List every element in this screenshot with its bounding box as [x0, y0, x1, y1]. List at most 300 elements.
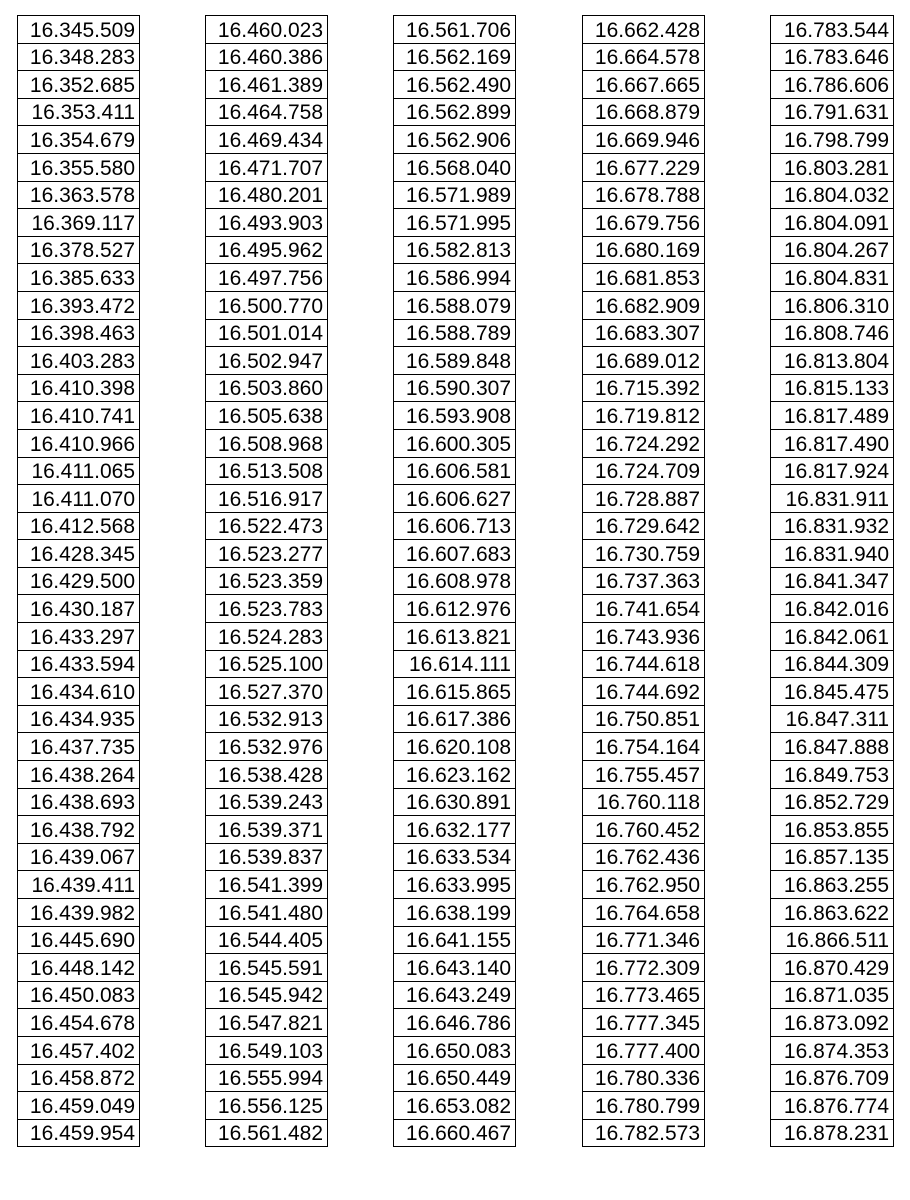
number-cell: 16.438.693 — [18, 788, 140, 816]
number-cell: 16.459.049 — [18, 1092, 140, 1120]
number-cell: 16.606.627 — [394, 485, 516, 513]
table-row — [583, 595, 705, 623]
number-cell: 16.786.606 — [771, 71, 894, 99]
number-cell: 16.501.014 — [206, 319, 328, 347]
table-row — [583, 457, 705, 485]
number-cell: 16.411.070 — [18, 485, 140, 513]
table-row — [18, 1009, 140, 1037]
number-cell: 16.633.995 — [394, 871, 516, 899]
table-row — [583, 264, 705, 292]
number-cell: 16.682.909 — [583, 291, 705, 319]
table-row — [771, 402, 894, 430]
number-cell: 16.678.788 — [583, 181, 705, 209]
table-row — [18, 623, 140, 651]
table-row — [394, 650, 516, 678]
number-cell: 16.643.140 — [394, 954, 516, 982]
table-row — [394, 871, 516, 899]
number-column-3 — [393, 15, 516, 1147]
number-cell: 16.606.713 — [394, 512, 516, 540]
table-row — [583, 209, 705, 237]
number-cell: 16.737.363 — [583, 567, 705, 595]
number-cell: 16.403.283 — [18, 347, 140, 375]
number-cell: 16.562.490 — [394, 71, 516, 99]
table-row — [18, 402, 140, 430]
table-row — [394, 236, 516, 264]
number-cell: 16.664.578 — [583, 43, 705, 71]
number-cell: 16.728.887 — [583, 485, 705, 513]
table-row — [18, 457, 140, 485]
number-cell: 16.600.305 — [394, 429, 516, 457]
table-row — [18, 43, 140, 71]
table-row — [206, 153, 328, 181]
table-row — [771, 181, 894, 209]
number-cell: 16.461.389 — [206, 71, 328, 99]
number-cell: 16.852.729 — [771, 788, 894, 816]
table-row — [18, 540, 140, 568]
table-row — [394, 485, 516, 513]
number-cell: 16.523.277 — [206, 540, 328, 568]
table-row — [394, 954, 516, 982]
number-cell: 16.527.370 — [206, 678, 328, 706]
number-cell: 16.433.594 — [18, 650, 140, 678]
table-row — [394, 209, 516, 237]
number-cell: 16.505.638 — [206, 402, 328, 430]
number-cell: 16.412.568 — [18, 512, 140, 540]
table-row — [18, 153, 140, 181]
number-cell: 16.653.082 — [394, 1092, 516, 1120]
number-cell: 16.454.678 — [18, 1009, 140, 1037]
number-cell: 16.638.199 — [394, 899, 516, 927]
table-row — [394, 347, 516, 375]
number-column-1 — [17, 15, 140, 1147]
number-cell: 16.773.465 — [583, 981, 705, 1009]
number-cell: 16.571.989 — [394, 181, 516, 209]
number-cell: 16.433.297 — [18, 623, 140, 651]
table-row — [583, 816, 705, 844]
table-row — [18, 16, 140, 44]
table-row — [583, 402, 705, 430]
number-cell: 16.668.879 — [583, 98, 705, 126]
table-row — [206, 1119, 328, 1147]
number-cell: 16.730.759 — [583, 540, 705, 568]
number-cell: 16.429.500 — [18, 567, 140, 595]
number-cell: 16.589.848 — [394, 347, 516, 375]
table-row — [206, 705, 328, 733]
table-row — [394, 567, 516, 595]
number-cell: 16.777.400 — [583, 1036, 705, 1064]
table-row — [771, 843, 894, 871]
number-cell: 16.878.231 — [771, 1119, 894, 1147]
number-cell: 16.539.837 — [206, 843, 328, 871]
table-row — [206, 871, 328, 899]
table-row — [18, 1036, 140, 1064]
table-row — [394, 678, 516, 706]
number-cell: 16.842.016 — [771, 595, 894, 623]
table-row — [394, 291, 516, 319]
table-row — [771, 1092, 894, 1120]
table-row — [771, 1036, 894, 1064]
number-cell: 16.831.940 — [771, 540, 894, 568]
number-cell: 16.410.398 — [18, 374, 140, 402]
number-cell: 16.410.741 — [18, 402, 140, 430]
table-row — [18, 485, 140, 513]
number-cell: 16.593.908 — [394, 402, 516, 430]
number-cell: 16.782.573 — [583, 1119, 705, 1147]
table-row — [394, 926, 516, 954]
table-row — [206, 623, 328, 651]
number-cell: 16.607.683 — [394, 540, 516, 568]
table-row — [206, 457, 328, 485]
number-cell: 16.874.353 — [771, 1036, 894, 1064]
table-row — [394, 457, 516, 485]
table-row — [206, 899, 328, 927]
number-cell: 16.469.434 — [206, 126, 328, 154]
table-row — [583, 705, 705, 733]
table-row — [206, 319, 328, 347]
number-cell: 16.847.888 — [771, 733, 894, 761]
table-row — [206, 650, 328, 678]
number-cell: 16.369.117 — [18, 209, 140, 237]
table-row — [206, 567, 328, 595]
table-row — [583, 926, 705, 954]
table-row — [583, 788, 705, 816]
table-row — [394, 1036, 516, 1064]
table-row — [771, 347, 894, 375]
table-row — [771, 788, 894, 816]
number-cell: 16.715.392 — [583, 374, 705, 402]
table-row — [394, 264, 516, 292]
table-row — [206, 761, 328, 789]
table-row — [206, 209, 328, 237]
number-cell: 16.393.472 — [18, 291, 140, 319]
table-row — [583, 1119, 705, 1147]
number-cell: 16.804.091 — [771, 209, 894, 237]
table-row — [771, 319, 894, 347]
table-row — [18, 347, 140, 375]
table-row — [394, 981, 516, 1009]
number-column-4 — [582, 15, 705, 1147]
table-row — [583, 1009, 705, 1037]
table-row — [18, 678, 140, 706]
number-cell: 16.646.786 — [394, 1009, 516, 1037]
number-column-2 — [205, 15, 328, 1147]
table-row — [206, 843, 328, 871]
table-row — [771, 981, 894, 1009]
number-cell: 16.750.851 — [583, 705, 705, 733]
number-cell: 16.754.164 — [583, 733, 705, 761]
table-row — [394, 816, 516, 844]
table-row — [583, 650, 705, 678]
table-row — [771, 429, 894, 457]
number-cell: 16.764.658 — [583, 899, 705, 927]
number-cell: 16.613.821 — [394, 623, 516, 651]
table-row — [18, 1092, 140, 1120]
number-cell: 16.667.665 — [583, 71, 705, 99]
number-cell: 16.571.995 — [394, 209, 516, 237]
table-row — [206, 816, 328, 844]
table-row — [394, 16, 516, 44]
table-row — [18, 954, 140, 982]
number-cell: 16.547.821 — [206, 1009, 328, 1037]
number-cell: 16.831.911 — [771, 485, 894, 513]
table-row — [394, 1119, 516, 1147]
number-cell: 16.541.399 — [206, 871, 328, 899]
number-cell: 16.817.490 — [771, 429, 894, 457]
number-cell: 16.771.346 — [583, 926, 705, 954]
table-row — [583, 678, 705, 706]
table-row — [18, 429, 140, 457]
table-row — [394, 788, 516, 816]
table-row — [206, 540, 328, 568]
number-cell: 16.873.092 — [771, 1009, 894, 1037]
table-row — [206, 512, 328, 540]
table-row — [394, 181, 516, 209]
table-row — [771, 733, 894, 761]
table-row — [394, 512, 516, 540]
number-cell: 16.355.580 — [18, 153, 140, 181]
number-cell: 16.777.345 — [583, 1009, 705, 1037]
number-cell: 16.437.735 — [18, 733, 140, 761]
table-row — [18, 512, 140, 540]
number-cell: 16.411.065 — [18, 457, 140, 485]
number-cell: 16.815.133 — [771, 374, 894, 402]
table-row — [18, 926, 140, 954]
table-row — [394, 319, 516, 347]
number-cell: 16.502.947 — [206, 347, 328, 375]
table-row — [394, 71, 516, 99]
table-row — [583, 761, 705, 789]
table-row — [583, 485, 705, 513]
number-cell: 16.445.690 — [18, 926, 140, 954]
table-row — [394, 623, 516, 651]
number-cell: 16.588.079 — [394, 291, 516, 319]
number-cell: 16.549.103 — [206, 1036, 328, 1064]
number-cell: 16.871.035 — [771, 981, 894, 1009]
number-cell: 16.385.633 — [18, 264, 140, 292]
number-cell: 16.524.283 — [206, 623, 328, 651]
table-row — [394, 843, 516, 871]
number-cell: 16.679.756 — [583, 209, 705, 237]
number-cell: 16.845.475 — [771, 678, 894, 706]
table-row — [771, 678, 894, 706]
number-cell: 16.459.954 — [18, 1119, 140, 1147]
table-row — [771, 926, 894, 954]
table-row — [583, 899, 705, 927]
table-row — [771, 567, 894, 595]
number-cell: 16.532.976 — [206, 733, 328, 761]
table-row — [18, 1119, 140, 1147]
table-row — [583, 319, 705, 347]
number-cell: 16.500.770 — [206, 291, 328, 319]
number-cell: 16.448.142 — [18, 954, 140, 982]
table-row — [394, 733, 516, 761]
table-row — [771, 71, 894, 99]
table-row — [394, 126, 516, 154]
number-cell: 16.780.336 — [583, 1064, 705, 1092]
table-row — [206, 1092, 328, 1120]
number-cell: 16.808.746 — [771, 319, 894, 347]
number-cell: 16.760.118 — [583, 788, 705, 816]
number-cell: 16.363.578 — [18, 181, 140, 209]
table-row — [583, 733, 705, 761]
number-cell: 16.582.813 — [394, 236, 516, 264]
number-cell: 16.555.994 — [206, 1064, 328, 1092]
table-row — [771, 153, 894, 181]
number-cell: 16.689.012 — [583, 347, 705, 375]
table-row — [394, 43, 516, 71]
table-row — [206, 236, 328, 264]
table-row — [771, 1009, 894, 1037]
table-row — [771, 98, 894, 126]
number-cell: 16.457.402 — [18, 1036, 140, 1064]
number-cell: 16.588.789 — [394, 319, 516, 347]
table-row — [771, 1064, 894, 1092]
table-row — [583, 236, 705, 264]
number-cell: 16.493.903 — [206, 209, 328, 237]
number-cell: 16.633.534 — [394, 843, 516, 871]
table-row — [394, 1009, 516, 1037]
number-cell: 16.804.831 — [771, 264, 894, 292]
table-row — [583, 512, 705, 540]
table-row — [18, 126, 140, 154]
number-cell: 16.539.371 — [206, 816, 328, 844]
table-row — [18, 98, 140, 126]
table-row — [771, 236, 894, 264]
table-row — [394, 1064, 516, 1092]
table-row — [206, 126, 328, 154]
table-row — [583, 16, 705, 44]
number-cell: 16.743.936 — [583, 623, 705, 651]
table-row — [583, 540, 705, 568]
number-cell: 16.503.860 — [206, 374, 328, 402]
table-row — [583, 567, 705, 595]
table-row — [206, 71, 328, 99]
number-cell: 16.352.685 — [18, 71, 140, 99]
table-row — [771, 512, 894, 540]
number-cell: 16.623.162 — [394, 761, 516, 789]
number-cell: 16.561.706 — [394, 16, 516, 44]
table-row — [394, 899, 516, 927]
number-cell: 16.680.169 — [583, 236, 705, 264]
table-row — [18, 705, 140, 733]
table-row — [394, 153, 516, 181]
number-cell: 16.516.917 — [206, 485, 328, 513]
number-cell: 16.545.591 — [206, 954, 328, 982]
table-row — [394, 761, 516, 789]
table-row — [18, 899, 140, 927]
number-cell: 16.562.906 — [394, 126, 516, 154]
number-cell: 16.798.799 — [771, 126, 894, 154]
number-cell: 16.508.968 — [206, 429, 328, 457]
table-row — [771, 264, 894, 292]
number-cell: 16.450.083 — [18, 981, 140, 1009]
number-cell: 16.662.428 — [583, 16, 705, 44]
table-row — [771, 871, 894, 899]
number-cell: 16.876.774 — [771, 1092, 894, 1120]
table-row — [206, 954, 328, 982]
number-cell: 16.847.311 — [771, 705, 894, 733]
table-row — [771, 761, 894, 789]
table-row — [18, 843, 140, 871]
table-row — [18, 981, 140, 1009]
table-row — [583, 623, 705, 651]
table-row — [206, 347, 328, 375]
number-cell: 16.681.853 — [583, 264, 705, 292]
number-cell: 16.539.243 — [206, 788, 328, 816]
number-cell: 16.434.610 — [18, 678, 140, 706]
number-cell: 16.744.618 — [583, 650, 705, 678]
table-row — [771, 816, 894, 844]
table-row — [206, 1036, 328, 1064]
number-cell: 16.525.100 — [206, 650, 328, 678]
table-row — [18, 209, 140, 237]
number-cell: 16.398.463 — [18, 319, 140, 347]
table-row — [394, 429, 516, 457]
table-row — [18, 291, 140, 319]
number-column-5 — [770, 15, 894, 1147]
table-row — [394, 705, 516, 733]
number-cell: 16.630.891 — [394, 788, 516, 816]
number-cell: 16.817.489 — [771, 402, 894, 430]
table-row — [394, 98, 516, 126]
table-row — [583, 71, 705, 99]
table-row — [18, 71, 140, 99]
table-row — [583, 429, 705, 457]
number-cell: 16.538.428 — [206, 761, 328, 789]
table-row — [394, 402, 516, 430]
number-cell: 16.780.799 — [583, 1092, 705, 1120]
number-cell: 16.806.310 — [771, 291, 894, 319]
table-row — [583, 871, 705, 899]
number-cell: 16.541.480 — [206, 899, 328, 927]
number-cell: 16.348.283 — [18, 43, 140, 71]
table-row — [18, 761, 140, 789]
number-cell: 16.586.994 — [394, 264, 516, 292]
number-cell: 16.755.457 — [583, 761, 705, 789]
number-cell: 16.841.347 — [771, 567, 894, 595]
table-row — [206, 43, 328, 71]
number-cell: 16.612.976 — [394, 595, 516, 623]
number-cell: 16.650.449 — [394, 1064, 516, 1092]
table-row — [18, 567, 140, 595]
table-row — [771, 1119, 894, 1147]
table-row — [206, 485, 328, 513]
number-cell: 16.660.467 — [394, 1119, 516, 1147]
number-cell: 16.439.411 — [18, 871, 140, 899]
table-row — [771, 485, 894, 513]
number-cell: 16.741.654 — [583, 595, 705, 623]
table-row — [583, 1092, 705, 1120]
number-cell: 16.772.309 — [583, 954, 705, 982]
table-row — [771, 43, 894, 71]
number-cell: 16.760.452 — [583, 816, 705, 844]
table-row — [771, 540, 894, 568]
number-cell: 16.866.511 — [771, 926, 894, 954]
number-cell: 16.863.255 — [771, 871, 894, 899]
table-row — [771, 291, 894, 319]
number-cell: 16.568.040 — [394, 153, 516, 181]
number-cell: 16.480.201 — [206, 181, 328, 209]
table-row — [583, 981, 705, 1009]
table-row — [583, 1036, 705, 1064]
table-row — [206, 595, 328, 623]
number-cell: 16.497.756 — [206, 264, 328, 292]
table-row — [18, 788, 140, 816]
table-row — [206, 678, 328, 706]
number-cell: 16.464.758 — [206, 98, 328, 126]
number-cell: 16.608.978 — [394, 567, 516, 595]
table-row — [583, 98, 705, 126]
